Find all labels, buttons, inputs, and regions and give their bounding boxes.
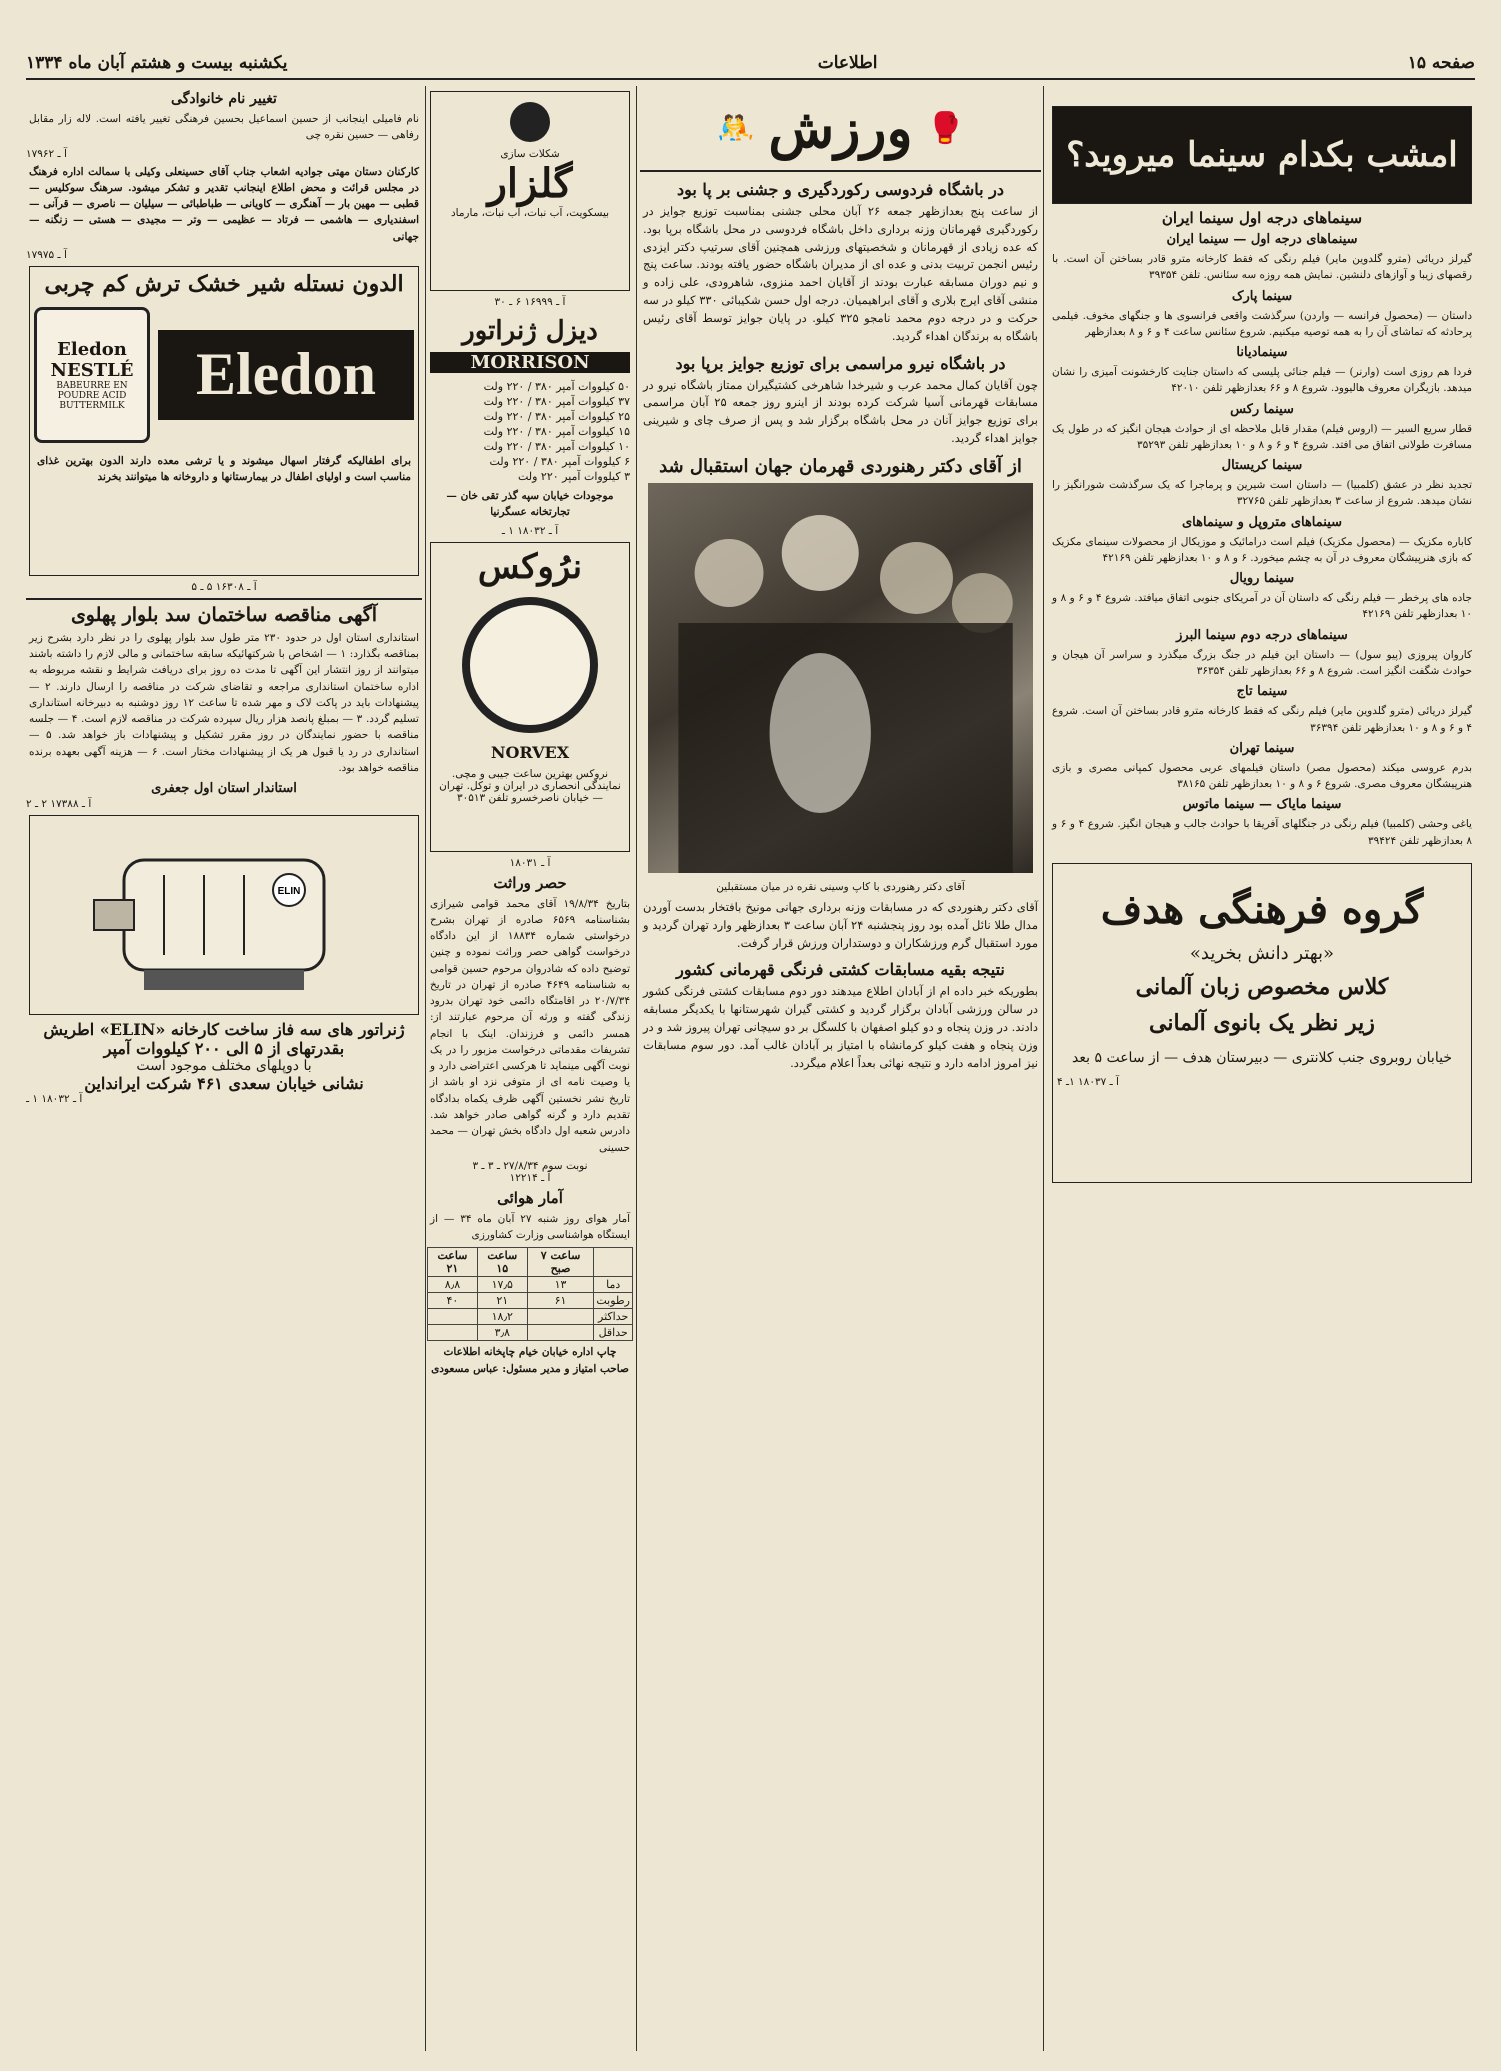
paper-name: اطلاعات (817, 53, 878, 73)
weather-cell: رطوبت (594, 1293, 633, 1309)
hadaf-title: گروه فرهنگی هدف (1100, 885, 1424, 933)
ads-middle-column (427, 86, 633, 2051)
hadaf-motto: «بهتر دانش بخرید» (1189, 942, 1335, 964)
weather-cell: ۳٫۸ (477, 1325, 527, 1341)
name-change-text: نام فامیلی اینجانب از حسین اسماعیل بحسین فرهنگی تغییر یافته است. لاله زار مقابل رفاهی — حسین نقره چی (29, 113, 419, 142)
generator-line2: با دوپلهای مختلف موجود است (136, 1058, 312, 1075)
cinema-banner: امشب بکدام سینما میروید؟ (1052, 106, 1472, 204)
page-header (26, 48, 1475, 80)
column-rule (1043, 86, 1044, 2051)
morrison-logo: MORRISON (430, 352, 630, 373)
hasr-ref: نوبت سوم ۲۷/۸/۳۴ ـ ۳ ـ ۳ (472, 1159, 588, 1172)
price-cell: ۲۵ کیلووات آمپر ۳۸۰ / ۲۲۰ ولت (483, 410, 630, 423)
eledon-can-sub: BABEURRE EN POUDRE ACID BUTTERMILK (56, 380, 128, 411)
cinema-title: سینما تهران (1229, 740, 1295, 756)
weather-cell: ۴۰ (428, 1293, 478, 1309)
cinema-listings (1049, 232, 1475, 849)
weather-header: ساعت ۱۵ (477, 1248, 527, 1277)
column-rule (425, 86, 426, 2051)
cinema-title: سینما رکس (1230, 401, 1294, 417)
cinema-text: بدرم عروسی میکند (محصول مصر) داستان فیلمهای عربی محصول کمپانی مصری و بازی هنرپیشگان معروف مصری. شروع ۶ و ۸ و ۱۰ بعدازظهر تلفن ۳۸۱۶۵ (1052, 761, 1472, 791)
weather-cell: حداکثر (594, 1309, 633, 1325)
generator-line3: نشانی خیابان سعدی ۴۶۱ شرکت ایرانداین (84, 1074, 364, 1094)
weather-row (428, 1309, 633, 1325)
name-change-title: تغییر نام خانوادگی (171, 91, 277, 107)
golzar-line: بیسکویت، آب نبات، آب نبات، مارماد (450, 207, 610, 219)
cinema-text: یاغی وحشی (کلمبیا) فیلم رنگی در جنگلهای آفریقا با حوادث جالب و هیجان انگیز. شروع ۴ و ۶ و ۸ بعدازظهر تلفن ۳۹۴۲۴ (1052, 818, 1472, 847)
cinema-title: سینمادیانا (1236, 345, 1288, 361)
weather-row (428, 1325, 633, 1341)
eledon-can-label: Eledon NESTLÉ (50, 338, 134, 381)
eledon-ref: آ ـ ۱۶۳۰۸ ۵ ـ ۵ (191, 580, 257, 593)
weather-cell: ۲۱ (477, 1293, 527, 1309)
price-cell: ۱۰ کیلووات آمپر ۳۸۰ / ۲۲۰ ولت (483, 440, 630, 453)
price-row (427, 439, 633, 454)
cinema-title: سینما مایاک — سینما ماتوس (1182, 797, 1342, 813)
cinema-text: کاباره مکزیک — (محصول مکزیک) فیلم است درامائیک و موزیکال از محصولات سینمای مکزیک که بازی هنرپیشگان معروف در آن به چشم میخورد. ۶ و ۸ و ۱۰ بعدازظهر تلفن ۴۲۱۶۹ (1052, 535, 1472, 564)
cinema-title: سینماهای درجه اول — سینما ایران (1166, 232, 1358, 247)
watch-icon (462, 597, 598, 733)
weather-cell: حداقل (594, 1325, 633, 1341)
price-cell: ۵۰ کیلووات آمپر ۳۸۰ / ۲۲۰ ولت (483, 380, 630, 393)
cinema-column (1049, 86, 1475, 2051)
story2-title: در باشگاه نیرو مراسمی برای توزیع جوایز برپا بود (675, 353, 1006, 373)
norvex-text: نروکس بهترین ساعت جیبی و مچی. نمایندگی انحصاری در ایران و توکل. تهران — خیابان ناصرخسرو تلفن ۳۰۵۱۳ (439, 767, 621, 804)
generator-ref: آ ـ ۱۸۰۳۲ ۱ ـ (26, 1093, 83, 1106)
eledon-ad (29, 266, 419, 576)
price-row (427, 424, 633, 439)
generator-illustration (29, 815, 419, 1015)
diesel-dealer: موجودات خیابان سپه گذر تقی خان — تجارتخانه عسگرنیا (446, 490, 614, 519)
weather-cell: ۱۸٫۲ (477, 1309, 527, 1325)
price-row (427, 394, 633, 409)
cinema-text: قطار سریع السیر — (اروس فیلم) مقدار قابل ملاحظه ای از حوادث هیجان انگیز که در طول یک مسافرت طولانی اتفاق می افتد. شروع ۴ و ۶ و ۸ و ۱۰ بعدازظهر تلفن ۳۵۲۹۳ (1052, 422, 1472, 451)
issue-date: یکشنبه بیست و هشتم آبان ماه ۱۳۳۴ (26, 53, 288, 73)
wrestler-icon: 🤼 (717, 110, 755, 146)
ads-left-column (26, 86, 422, 2051)
golzar-ad (430, 91, 630, 291)
weather-cell: ۱۷٫۵ (477, 1277, 527, 1293)
hasr-ref2: آ ـ ۱۲۲۱۴ (509, 1171, 551, 1184)
weather-row (428, 1277, 633, 1293)
golzar-ref: آ ـ ۱۶۹۹۹ ۶ ـ ۳۰ (494, 296, 566, 308)
generator-line1: ژنراتور های سه فاز ساخت کارخانه «ELIN» اطریش بقدرتهای از ۵ الی ۲۰۰ کیلووات آمپر (43, 1020, 405, 1059)
tender-sign: استاندار استان اول جعفری (151, 781, 297, 797)
sports-title: ورزش (768, 96, 913, 160)
weather-header: ساعت ۷ صبح (527, 1248, 594, 1277)
hadaf-address: خیابان روبروی جنب کلانتری — دبیرستان هدف — از ساعت ۵ بعد (1072, 1049, 1452, 1066)
weather-cell (527, 1309, 594, 1325)
elin-logo: ELIN (277, 886, 301, 898)
page-number: صفحه ۱۵ (1407, 53, 1475, 73)
cinema-text: کاروان پیروزی (پیو سول) — داستان این فیلم در جنگ بزرگ میگذرد و سراسر آن هیجان و حوادث شگفت انگیز است. شروع ۸ و ۶۶ بعدازظهر تلفن ۳۶۳۵۴ (1052, 648, 1472, 677)
weather-cell: دما (594, 1277, 633, 1293)
story4-text: بطوریکه خبر داده ام از آبادان اطلاع میدهند دور دوم مسابقات کشتی فرنگی کشور در سالن ورزشی آبادان برگزار گردید و کشتی گیران شهرستانها با یکدیگر مسابقه دادند. در وزن پنجاه و دو کیلو اصفهان با کلسگل بر دو سیچانی تهران پیروز شد و در وزن پنجاه و هفت کیلو کرمانشاه با امتیاز بر آبادان غالب آمد. دور سوم مسابقات نیز امروز ادامه دارد و نتیجه نهائی بعداً اعلام میگردد. (643, 984, 1038, 1070)
price-row (427, 469, 633, 484)
hasr-title: حصر وراثت (493, 873, 567, 892)
tender-title: آگهی مناقصه ساختمان سد بلوار پهلوی (26, 598, 422, 626)
tender-ref: آ ـ ۱۷۳۸۸ ۲ ـ ۲ (26, 798, 92, 811)
weather-cell (428, 1309, 478, 1325)
story4-title: نتیجه بقیه مسابقات کشتی فرنگی قهرمانی کشور (676, 960, 1005, 980)
print-line2: صاحب امتیاز و مدیر مسئول: عباس مسعودی (431, 1363, 629, 1376)
cinema-title: سینما کریستال (1221, 458, 1303, 474)
golzar-brand: گلزار (487, 160, 573, 207)
norvex-ad (430, 542, 630, 852)
eledon-slogan: الدون نستله شیر خشک ترش کم چربی (44, 270, 404, 297)
champion-photo (648, 483, 1033, 873)
weather-cell (428, 1325, 478, 1341)
norvex-ref: آ ـ ۱۸۰۳۱ (509, 856, 551, 869)
hasr-text: بتاریخ ۱۹/۸/۳۴ آقای محمد قوامی شیرازی بشناسنامه ۶۵۶۹ صادره از تهران بشرح درخواستی شماره ۱۸۸۳۴ از این دادگاه درخواست گواهی حصر وراثت نموده و چنین توضیح داده که شادروان مرحوم حسین قوامی به شناسنامه ۴۶۴۹ صادره از تهران در تاریخ ۲۰/۷/۳۴ در اقامتگاه دائمی خود تهران بدرود زندگی گفته و ورثه آن مرحوم عبارتند از: همسر دائمی و فرزندان. اینک با انجام تشریفات مقدماتی درخواست مزبور را در یک نوبت آگهی مینماید تا هرکسی اعتراضی دارد و یا وصیت نامه ای از متوفی نزد او باشد از تاریخ نشر نخستین آگهی ظرف یکماه بدادگاه تقدیم دارد و گرنه گواهی صادر خواهد شد. دادرس شعبه اول دادگاه بخش تهران — محمد حسینی (430, 897, 630, 1154)
diesel-price-table (427, 379, 633, 484)
weather-header (594, 1248, 633, 1277)
story1-text: از ساعت پنج بعدازظهر جمعه ۲۶ آبان محلی جشنی بمناسبت توزیع جوایز در رکوردگیری قهرمانان وزنه برداری داخل باشگاه فردوسی در محل باشگاه برپا بود. که عده زیادی از قهرمانان و شخصیتهای ورزشی همچنین آقای سرتیپ دکتر ایزدی رئیس انجمن تربیت بدنی و عده ای از مدیران باشگاه حضور یافته بودند. ساعت پنج و نیم دوران مسابقه عبارت بودند از آقایان احمد منزوی، شاهرودی، علی زاده و منشی آقای ایرج بلاری و آقای ابراهیمیان. درجه اول حسن شکیبائی ۳۳۰ کیلو در سه حرکت و در درجه دوم محمد نامجو ۳۲۵ کیلو. در پایان جوایز توسط آقای رئیس باشگاه به برندگان اهداء گردید. (643, 204, 1038, 343)
cinema-title: سینماهای متروپل و سینماهای (1181, 514, 1343, 530)
story3-title: از آقای دکتر رهنوردی قهرمان جهان استقبال شد (659, 455, 1022, 477)
photo-caption: آقای دکتر رهنوردی با کاپ وسینی نقره در میان مستقبلین (716, 880, 965, 893)
hadaf-class: کلاس مخصوص زبان آلمانی (1135, 973, 1389, 1000)
cinema-text: گیرلز دریائی (مترو گلدوین مایر) فیلم رنگی که فقط کارخانه مترو قادر بساختن آن است. با رقصهای زیبا و آوازهای دلنشین. نمایش همه روزه سه سئانس. تلفن ۳۹۳۵۴ (1052, 253, 1472, 282)
hadaf-ad (1052, 863, 1472, 1183)
price-row (427, 409, 633, 424)
cinema-title: سینماهای درجه دوم سینما البرز (1176, 627, 1348, 643)
weather-cell: ۱۳ (527, 1277, 594, 1293)
weather-table (427, 1247, 633, 1341)
cinema-text: فردا هم روزی است (وارنر) — فیلم جنائی پلیسی که داستان جنایت کارخشونت آمیزی را نشان میدهد. بازیگران معروف هالیوود. شروع ۸ و ۶۶ بعدازظهر تلفن ۴۲۰۱۰ (1052, 366, 1472, 395)
weather-sub: آمار هوای روز شنبه ۲۷ آبان ماه ۳۴ — از ایستگاه هواشناسی وزارت کشاورزی (430, 1212, 630, 1242)
weather-header: ساعت ۲۱ (428, 1248, 478, 1277)
price-row (427, 454, 633, 469)
cinema-title: سینما رویال (1229, 571, 1295, 587)
hadaf-teacher: زیر نظر یک بانوی آلمانی (1149, 1009, 1375, 1036)
weather-title: آمار هوائی (497, 1188, 563, 1207)
sports-column (640, 86, 1041, 2051)
price-cell: ۱۵ کیلووات آمپر ۳۸۰ / ۲۲۰ ولت (483, 425, 630, 438)
eledon-text: برای اطفالیکه گرفتار اسهال میشوند و یا ترشی معده دارند الدون بهترین غذای مناسب است و اولیای اطفال در بیمارستانها و داروخانه ها میتوانند بخرند (37, 454, 411, 484)
boxer-icon: 🥊 (926, 110, 964, 146)
story2-text: چون آقایان کمال محمد عرب و شیرخدا شاهرخی کشتیگیران ممتاز باشگاه نیرو در مسابقات قهرمانی آسیا شرکت کرده بودند از اینرو روز جمعه ۲۵ آبان مراسمی برای توزیع جوایز آنان در محل باشگاه برگزار شد و پس از صرف چای و شیرینی جوایز اهداء گردید. (643, 377, 1038, 445)
story3-text: آقای دکتر رهنوردی که در مسابقات وزنه برداری جهانی مونیخ بافتخار بدست آوردن مدال طلا نائل آمده بود روز پنجشنبه ۲۴ آبان ساعت ۳ بعدازظهر وارد تهران گردید و مورد استقبال گرم ورزشکاران و دوستداران ورزش قرار گرفت. (643, 900, 1038, 950)
hadaf-ref: آ ـ ۱۸۰۳۷ ۱ـ ۴ (1057, 1075, 1119, 1088)
cinema-text: جاده های پرخطر — فیلم رنگی که داستان آن در آمریکای جنوبی اتفاق میافتد. شروع ۴ و ۶ و ۸ و ۱۰ بعدازظهر تلفن ۴۲۱۶۹ (1052, 592, 1472, 621)
price-row (427, 379, 633, 394)
generator-icon (74, 830, 374, 1000)
weather-cell: ۶۱ (527, 1293, 594, 1309)
norvex-brand: NORVEX (490, 742, 570, 762)
price-cell: ۳۷ کیلووات آمپر ۳۸۰ / ۲۲۰ ولت (483, 395, 630, 408)
print-line: چاپ اداره خیابان خیام چاپخانه اطلاعات (443, 1346, 617, 1359)
partners-text: کارکنان دستان مهتی جوادیه اشعاب جناب آقای حسینعلی وکیلی با سمالت اداره فرهنگ در مجلس قرائت و محض اطلاع اینجانب تقدیر و تشکر میشود. سرهنگ سوکلیس — قطبی — مهین بار — آهنگری — کاویانی — طباطبائی — سیلیان — ناصری — قرآنی — اسفندیاری — هاشمی — فرتاد — عظیمی — وتر — مجیدی — هستی — زنگنه — جهانی (29, 165, 419, 243)
price-cell: ۶ کیلووات آمپر ۳۸۰ / ۲۲۰ ولت (489, 455, 630, 468)
golzar-tag: شکلات سازی (500, 148, 560, 160)
weather-row (428, 1293, 633, 1309)
cinema-text: گیرلز دریائی (مترو گلدوین مایر) فیلم رنگی که فقط کارخانه مترو قادر بساختن آن است. شروع ۴ و ۶ و ۸ و ۱۰ بعدازظهر تلفن ۳۶۳۹۴ (1052, 705, 1472, 734)
norvex-title: نرُوکس (477, 546, 583, 587)
eledon-can-icon (34, 307, 150, 443)
cinema-text: داستان — (محصول فرانسه — واردن) سرگذشت واقعی فرانسوی ها و جنگهای مخوف. فیلمی پرحادثه که تماشای آن را به همه توصیه میکنیم. شروع سئانس ساعت ۴ و ۶ و ۸ بعدازظهر (1052, 309, 1472, 338)
sports-masthead (640, 86, 1041, 172)
cinema-title: سینما تاج (1236, 684, 1288, 700)
weather-cell: ۸٫۸ (428, 1277, 478, 1293)
weather-cell (527, 1325, 594, 1341)
golzar-logo-icon (510, 102, 550, 142)
diesel-ref: آ ـ ۱۸۰۳۲ ۱ ـ (501, 524, 559, 537)
tender-text: استانداری استان اول در حدود ۲۳۰ متر طول سد بلوار پهلوی را در نظر دارد بشرح زیر بمناقصه بگذارد: ۱ — اشخاص با شرکتهائیکه سابقه ساختمانی و مالی لازم را داشته باشند میتوانند از روز انتشار این آگهی تا مدت ده روز برای دریافت شرایط و نقشه مربوطه به اداره ساختمان استانداری مراجعه و تقاضای شرکت در مناقصه را ارسال دارند. ۲ — پیشنهادات باید در پاکت لاک و مهر شده تا ساعت ۱۲ روز دوشنبه به دبیرخانه استانداری تسلیم گردد. ۳ — بمبلغ پانصد هزار ریال سپرده شرکت در مناقصه لازم است. ۴ — جلسه مناقصه با حضور نمایندگان در روز مقرر تشکیل و پیشنهادات باز خواهد شد. ۵ — استانداری در رد یا قبول هر یک از پیشنهادات مختار است. ۶ — هزینه آگهی بعهده برنده مناقصه خواهد بود. (29, 631, 419, 774)
eledon-brand: Eledon (158, 330, 414, 420)
cinema-intro: سینماهای درجه اول سینما ایران (1161, 209, 1363, 227)
price-cell: ۳ کیلووات آمپر ۲۲۰ ولت (517, 470, 630, 483)
photo-silhouettes (648, 483, 1033, 873)
diesel-title: دیزل ژنراتور (462, 316, 598, 346)
story1-title: در باشگاه فردوسی رکوردگیری و جشنی بر پا بود (676, 180, 1005, 199)
column-rule (636, 86, 637, 2051)
cinema-title: سینما پارک (1231, 288, 1293, 304)
partners-ref: آ ـ ۱۷۹۷۵ (26, 248, 67, 261)
name-change-ref: آ ـ ۱۷۹۶۲ (26, 147, 67, 160)
cinema-text: تجدید نظر در عشق (کلمبیا) — داستان است شیرین و پرماجرا که یک سرگذشت شورانگیز را نشان میدهد. شروع از ساعت ۳ بعدازظهر تلفن ۳۲۷۶۵ (1052, 479, 1472, 508)
